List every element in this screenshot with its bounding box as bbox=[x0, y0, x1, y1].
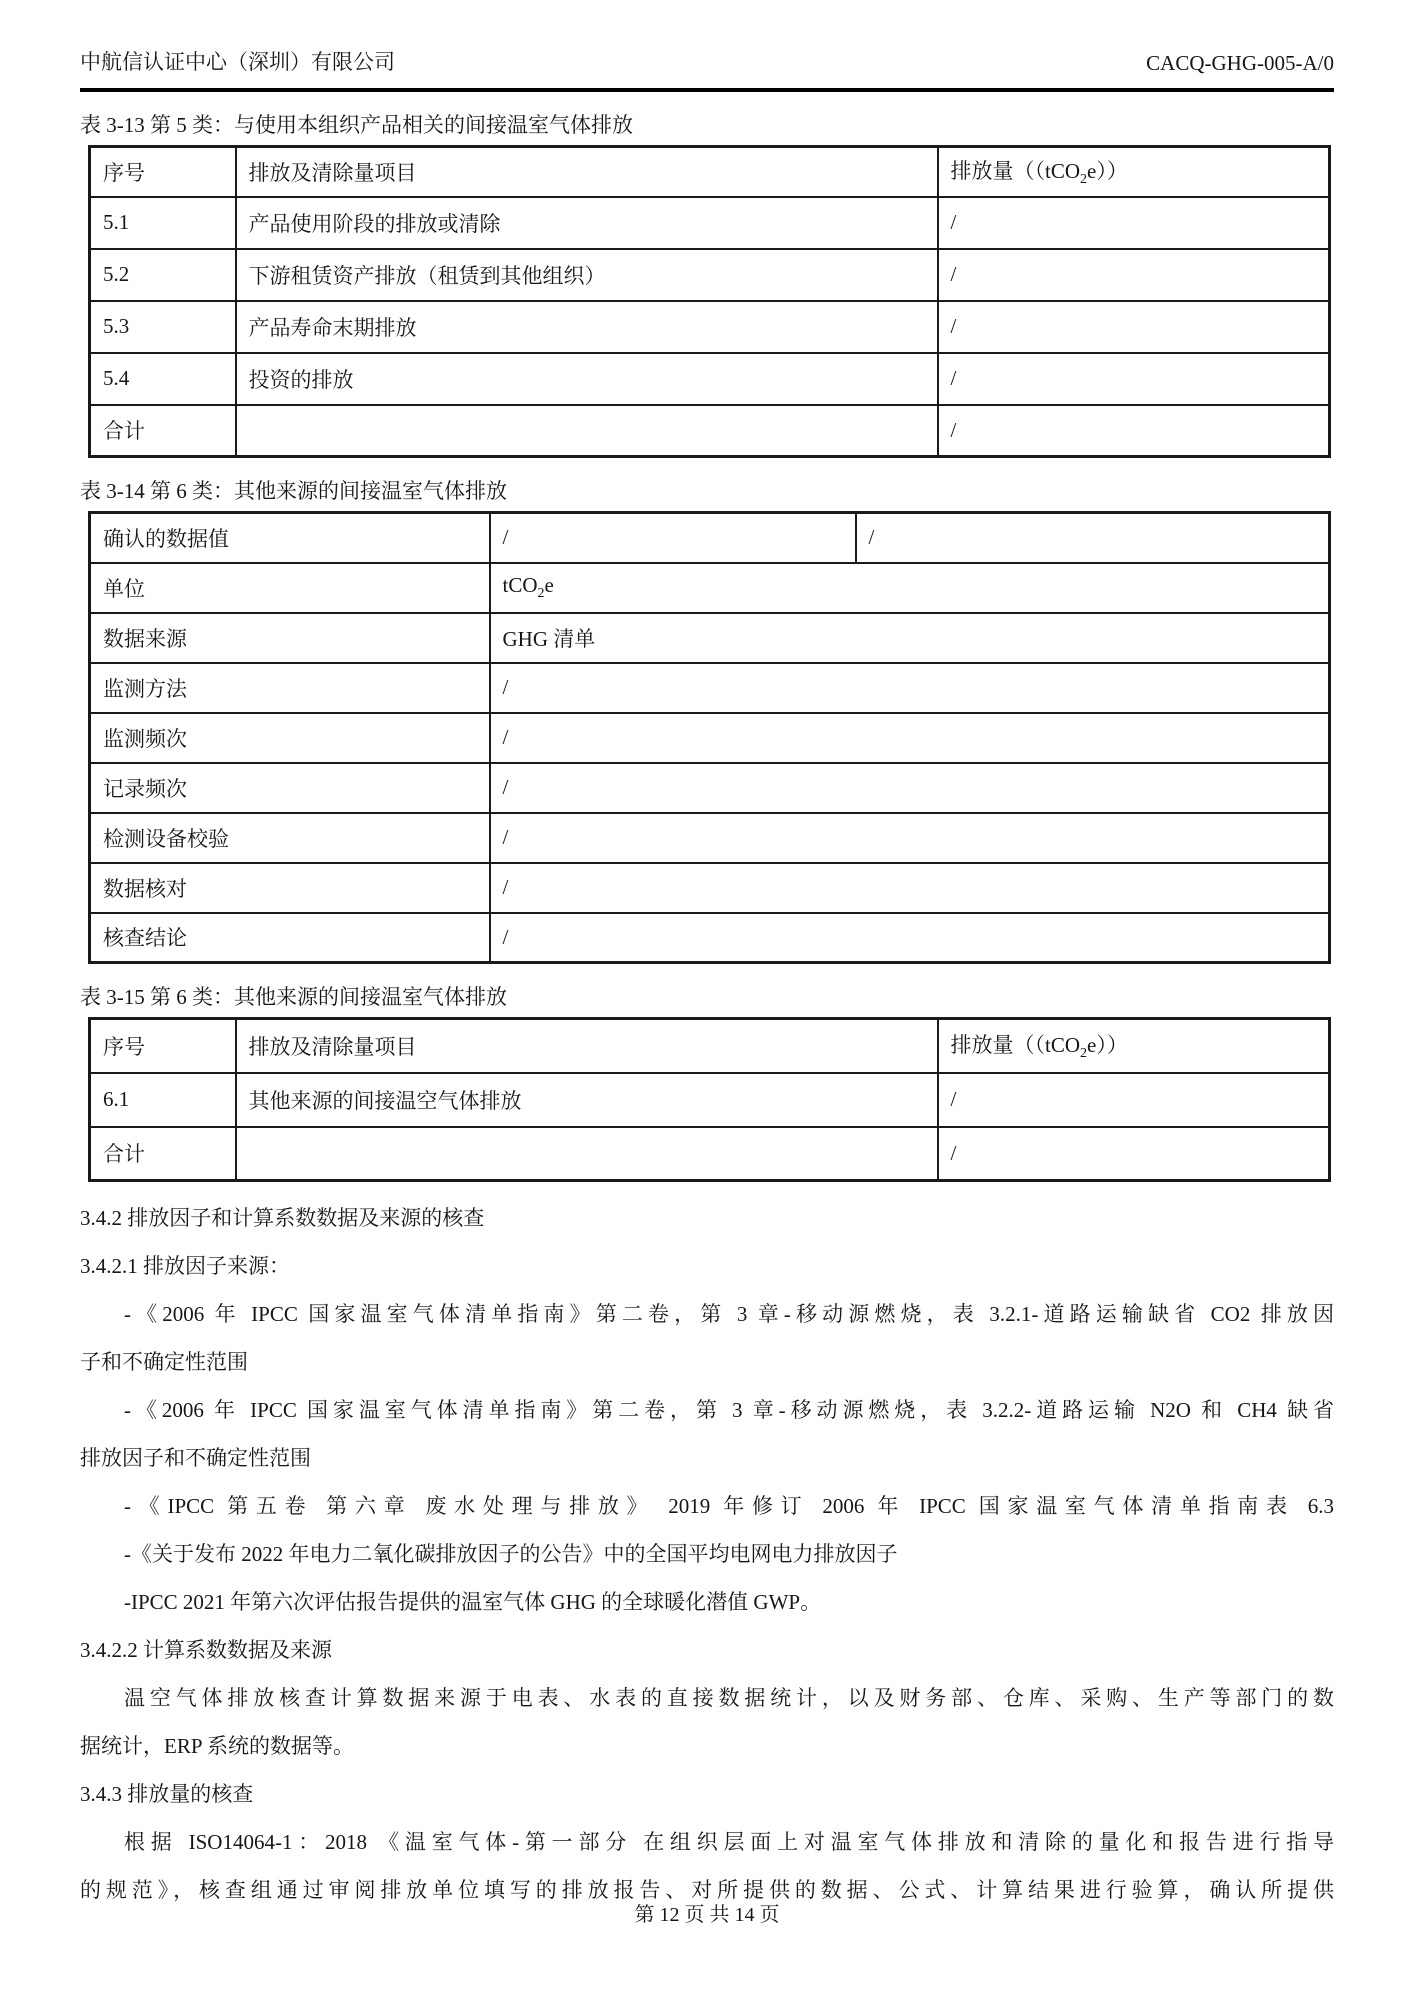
table-3-15-header-row bbox=[90, 1019, 1330, 1073]
col-header-emission: 排放量（（tCO$_2$e）） bbox=[938, 1019, 1330, 1073]
table-row bbox=[90, 813, 1330, 863]
col-header-emission: 排放量（（tCO$_2$e）） bbox=[938, 147, 1330, 197]
table-3-14-caption: 表 3-14 第 6 类：其他来源的间接温室气体排放 bbox=[80, 479, 507, 503]
row-label-cell: 监测方法 bbox=[90, 663, 490, 713]
row-item-cell: 产品使用阶段的排放或清除 bbox=[236, 197, 938, 249]
row-no-cell: 6.1 bbox=[90, 1073, 236, 1127]
row-value-cell: / bbox=[856, 513, 1330, 563]
table-row bbox=[90, 713, 1330, 763]
header-rule bbox=[80, 88, 1334, 92]
row-item-cell: 其他来源的间接温空气体排放 bbox=[236, 1073, 938, 1127]
row-value-cell: / bbox=[490, 713, 1330, 763]
table-row bbox=[90, 763, 1330, 813]
row-label-cell: 确认的数据值 bbox=[90, 513, 490, 563]
row-value-cell: / bbox=[490, 913, 1330, 963]
row-value-cell: / bbox=[490, 663, 1330, 713]
row-label-cell: 监测频次 bbox=[90, 713, 490, 763]
row-value-cell: / bbox=[938, 197, 1330, 249]
company-name: 中航信认证中心（深圳）有限公司 bbox=[80, 50, 395, 74]
col-header-item: 排放及清除量项目 bbox=[236, 147, 938, 197]
table-row bbox=[90, 663, 1330, 713]
table-3-13-header-row bbox=[90, 147, 1330, 197]
table-row bbox=[90, 249, 1330, 301]
table-row bbox=[90, 301, 1330, 353]
row-value-cell: / bbox=[490, 863, 1330, 913]
row-value-cell: / bbox=[938, 249, 1330, 301]
row-no-cell: 5.3 bbox=[90, 301, 236, 353]
table-row bbox=[90, 513, 1330, 563]
total-label-cell: 合计 bbox=[90, 405, 236, 457]
row-value-cell: / bbox=[938, 301, 1330, 353]
table-row bbox=[90, 197, 1330, 249]
paragraph-line: 的规范》，核查组通过审阅排放单位填写的排放报告、对所提供的数据、公式、计算结果进行验算，确认所提供 bbox=[80, 1878, 1334, 1902]
factor-source-line: -《2006 年 IPCC 国家温室气体清单指南》第二卷，第 3 章-移动源燃烧，表 3.2.2-道路运输 N2O 和 CH4 缺省 bbox=[124, 1398, 1334, 1422]
section-heading-3-4-2-2: 3.4.2.2 计算系数数据及来源 bbox=[80, 1638, 332, 1662]
col-header-no: 序号 bbox=[90, 147, 236, 197]
table-3-13-caption: 表 3-13 第 5 类：与使用本组织产品相关的间接温室气体排放 bbox=[80, 113, 633, 137]
row-value-cell: / bbox=[490, 813, 1330, 863]
total-value-cell: / bbox=[938, 405, 1330, 457]
row-item-cell: 下游租赁资产排放（租赁到其他组织） bbox=[236, 249, 938, 301]
row-label-cell: 检测设备校验 bbox=[90, 813, 490, 863]
table-3-14 bbox=[88, 511, 1331, 964]
row-label-cell: 核查结论 bbox=[90, 913, 490, 963]
table-3-15-caption: 表 3-15 第 6 类：其他来源的间接温室气体排放 bbox=[80, 985, 507, 1009]
table-3-13 bbox=[88, 145, 1331, 458]
table-total-row bbox=[90, 1127, 1330, 1181]
row-value-cell: GHG 清单 bbox=[490, 613, 1330, 663]
row-item-cell: 产品寿命末期排放 bbox=[236, 301, 938, 353]
row-value-cell: / bbox=[490, 513, 856, 563]
row-value-cell: / bbox=[938, 353, 1330, 405]
paragraph-line: 根据 ISO14064-1：2018 《温室气体-第一部分 在组织层面上对温室气体排放和清除的量化和报告进行指导 bbox=[124, 1830, 1334, 1854]
table-row bbox=[90, 863, 1330, 913]
row-value-cell: tCO$_2$e bbox=[490, 563, 1330, 613]
section-heading-3-4-3: 3.4.3 排放量的核查 bbox=[80, 1782, 254, 1806]
doc-code: CACQ-GHG-005-A/0 bbox=[1146, 51, 1334, 75]
row-label-cell: 记录频次 bbox=[90, 763, 490, 813]
factor-source-line: -《2006 年 IPCC 国家温室气体清单指南》第二卷，第 3 章-移动源燃烧，表 3.2.1-道路运输缺省 CO2 排放因 bbox=[124, 1302, 1334, 1326]
row-item-cell: 投资的排放 bbox=[236, 353, 938, 405]
row-no-cell: 5.2 bbox=[90, 249, 236, 301]
row-value-cell: / bbox=[490, 763, 1330, 813]
row-label-cell: 数据来源 bbox=[90, 613, 490, 663]
total-empty-cell bbox=[236, 405, 938, 457]
paragraph-line: 据统计，ERP 系统的数据等。 bbox=[80, 1734, 354, 1758]
col-header-item: 排放及清除量项目 bbox=[236, 1019, 938, 1073]
table-row bbox=[90, 613, 1330, 663]
factor-source-line: 子和不确定性范围 bbox=[80, 1350, 248, 1374]
paragraph-line: 温空气体排放核查计算数据来源于电表、水表的直接数据统计，以及财务部、仓库、采购、生产等部门的数 bbox=[124, 1686, 1334, 1710]
row-label-cell: 数据核对 bbox=[90, 863, 490, 913]
row-value-cell: / bbox=[938, 1073, 1330, 1127]
col-header-no: 序号 bbox=[90, 1019, 236, 1073]
factor-source-line: -《关于发布 2022 年电力二氧化碳排放因子的公告》中的全国平均电网电力排放因子 bbox=[124, 1542, 898, 1566]
table-row bbox=[90, 1073, 1330, 1127]
row-no-cell: 5.4 bbox=[90, 353, 236, 405]
page-number: 第 12 页 共 14 页 bbox=[634, 1904, 780, 1926]
factor-source-line: -IPCC 2021 年第六次评估报告提供的温室气体 GHG 的全球暖化潜值 GWP。 bbox=[124, 1590, 822, 1614]
total-label-cell: 合计 bbox=[90, 1127, 236, 1181]
factor-source-line: 排放因子和不确定性范围 bbox=[80, 1446, 311, 1470]
factor-source-line: -《IPCC 第五卷 第六章 废水处理与排放》 2019 年修订 2006 年 IPCC 国家温室气体清单指南表 6.3 bbox=[124, 1494, 1334, 1518]
table-total-row bbox=[90, 405, 1330, 457]
body-text bbox=[80, 1194, 1334, 1914]
section-heading-3-4-2-1: 3.4.2.1 排放因子来源： bbox=[80, 1254, 290, 1278]
row-no-cell: 5.1 bbox=[90, 197, 236, 249]
total-value-cell: / bbox=[938, 1127, 1330, 1181]
table-row bbox=[90, 913, 1330, 963]
total-empty-cell bbox=[236, 1127, 938, 1181]
table-3-15 bbox=[88, 1017, 1331, 1182]
table-row bbox=[90, 563, 1330, 613]
table-row bbox=[90, 353, 1330, 405]
document-header bbox=[80, 46, 1334, 76]
row-label-cell: 单位 bbox=[90, 563, 490, 613]
section-heading-3-4-2: 3.4.2 排放因子和计算系数数据及来源的核查 bbox=[80, 1206, 485, 1230]
